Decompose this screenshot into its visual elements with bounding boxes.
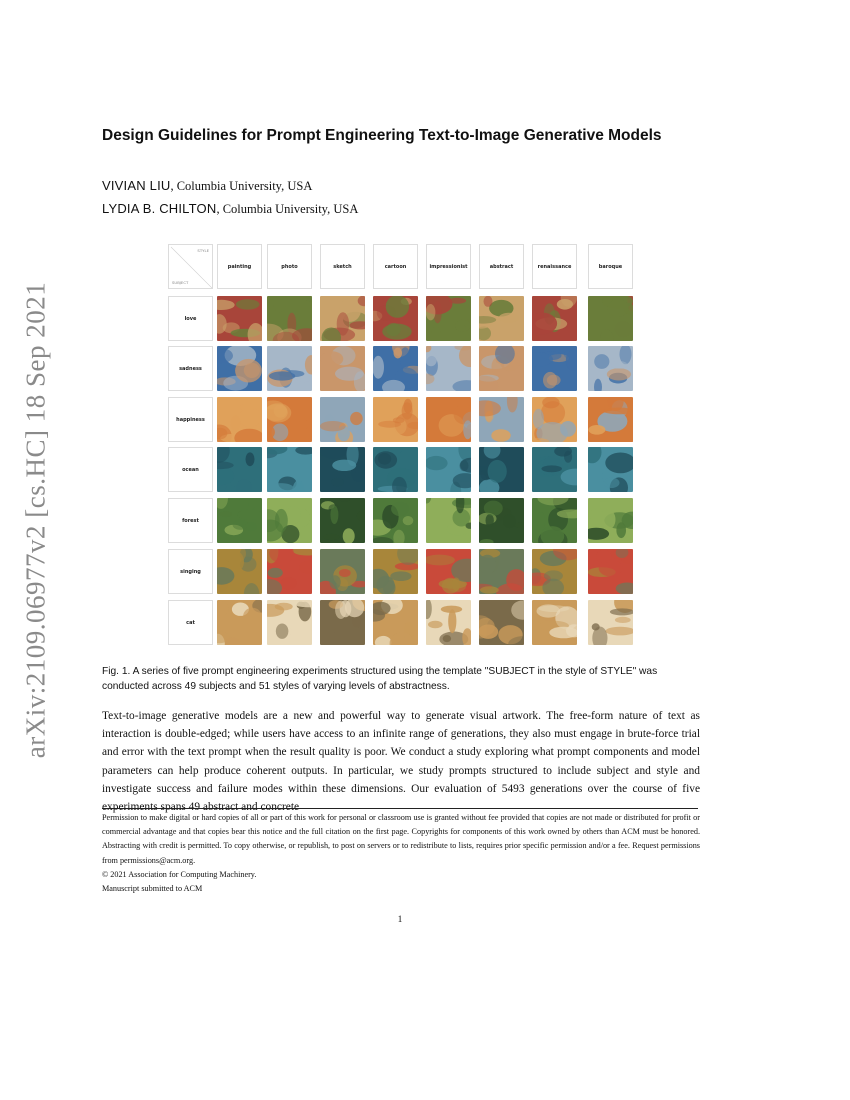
style-header-baroque: baroque	[588, 244, 633, 289]
generated-image-happiness-sketch	[320, 397, 365, 442]
generated-image-cat-abstract	[479, 600, 524, 645]
style-header-photo: photo	[267, 244, 312, 289]
generated-image-ocean-impressionist	[426, 447, 471, 492]
generated-image-ocean-baroque	[588, 447, 633, 492]
generated-image-cat-impressionist	[426, 600, 471, 645]
style-header-cartoon: cartoon	[373, 244, 418, 289]
generated-image-singing-baroque	[588, 549, 633, 594]
author-1	[102, 178, 312, 194]
generated-image-ocean-cartoon	[373, 447, 418, 492]
generated-image-ocean-renaissance	[532, 447, 577, 492]
generated-image-sadness-cartoon	[373, 346, 418, 391]
generated-image-forest-abstract	[479, 498, 524, 543]
generated-image-sadness-painting	[217, 346, 262, 391]
generated-image-ocean-photo	[267, 447, 312, 492]
generated-image-happiness-cartoon	[373, 397, 418, 442]
style-header-renaissance: renaissance	[532, 244, 577, 289]
generated-image-singing-painting	[217, 549, 262, 594]
generated-image-love-renaissance	[532, 296, 577, 341]
generated-image-sadness-baroque	[588, 346, 633, 391]
generated-image-forest-sketch	[320, 498, 365, 543]
generated-image-sadness-photo	[267, 346, 312, 391]
style-header-painting: painting	[217, 244, 262, 289]
generated-image-cat-cartoon	[373, 600, 418, 645]
generated-image-happiness-impressionist	[426, 397, 471, 442]
generated-image-love-cartoon	[373, 296, 418, 341]
subject-header-forest: forest	[168, 498, 213, 543]
generated-image-singing-sketch	[320, 549, 365, 594]
generated-image-cat-photo	[267, 600, 312, 645]
generated-image-love-impressionist	[426, 296, 471, 341]
author-name: VIVIAN LIU	[102, 178, 171, 193]
grid-corner-cell	[168, 244, 213, 289]
generated-image-love-painting	[217, 296, 262, 341]
generated-image-forest-painting	[217, 498, 262, 543]
author-affiliation: , Columbia University, USA	[216, 202, 359, 216]
abstract-text: Text-to-image generative models are a new and powerful way to generate visual artwork. The free-form nature of text as interaction is double-edged; while users have access to an infinite range of generations, they also must engage in brute-force trial and error with the text prompt when the result quality is poor. We conduct a study exploring what prompt components and model parameters can help produce coherent outputs. In particular, we study prompts structured to include subject and style and investigate success and failure modes within these dimensions. Our evaluation of 5493 generations over the course of five experiments spans 49 abstract and concrete	[102, 710, 700, 814]
corner-subject-label: SUBJECT	[172, 280, 189, 285]
generated-image-cat-painting	[217, 600, 262, 645]
generated-image-forest-baroque	[588, 498, 633, 543]
generated-image-singing-renaissance	[532, 549, 577, 594]
generated-image-sadness-sketch	[320, 346, 365, 391]
copyright-notice: © 2021 Association for Computing Machinery.	[102, 870, 257, 879]
figure-caption: Fig. 1. A series of five prompt engineering experiments structured using the template "SUBJECT in the style of STYLE" was conducted across 49 subjects and 51 styles of varying levels of abstractness.	[102, 666, 658, 692]
permission-footnote: Permission to make digital or hard copies of all or part of this work for personal or classroom use is granted without fee provided that copies are not made or distributed for profit or commercial advantage and that copies bear this notice and the full citation on the first page. Copyrights for components of this work owned by others than ACM must be honored. Abstracting with credit is permitted. To copy otherwise, or republish, to post on servers or to redistribute to lists, requires prior specific permission and/or a fee. Request permissions from permissions@acm.org.	[102, 813, 700, 865]
generated-image-sadness-renaissance	[532, 346, 577, 391]
generated-image-happiness-abstract	[479, 397, 524, 442]
subject-header-singing: singing	[168, 549, 213, 594]
generated-image-love-baroque	[588, 296, 633, 341]
figure-image-grid	[168, 244, 638, 646]
style-header-abstract: abstract	[479, 244, 524, 289]
generated-image-forest-impressionist	[426, 498, 471, 543]
author-2	[102, 201, 358, 217]
subject-header-love: love	[168, 296, 213, 341]
generated-image-love-sketch	[320, 296, 365, 341]
generated-image-singing-abstract	[479, 549, 524, 594]
generated-image-sadness-impressionist	[426, 346, 471, 391]
generated-image-love-photo	[267, 296, 312, 341]
generated-image-cat-baroque	[588, 600, 633, 645]
arxiv-identifier: arXiv:2109.06977v2 [cs.HC] 18 Sep 2021	[20, 281, 51, 759]
paper-title: Design Guidelines for Prompt Engineering Text-to-Image Generative Models	[102, 127, 662, 144]
subject-header-cat: cat	[168, 600, 213, 645]
generated-image-forest-cartoon	[373, 498, 418, 543]
corner-style-label: STYLE	[197, 248, 209, 253]
generated-image-ocean-abstract	[479, 447, 524, 492]
subject-header-happiness: happiness	[168, 397, 213, 442]
generated-image-singing-impressionist	[426, 549, 471, 594]
generated-image-singing-cartoon	[373, 549, 418, 594]
style-header-sketch: sketch	[320, 244, 365, 289]
generated-image-happiness-photo	[267, 397, 312, 442]
subject-header-sadness: sadness	[168, 346, 213, 391]
generated-image-singing-photo	[267, 549, 312, 594]
generated-image-forest-renaissance	[532, 498, 577, 543]
generated-image-happiness-renaissance	[532, 397, 577, 442]
generated-image-ocean-sketch	[320, 447, 365, 492]
generated-image-forest-photo	[267, 498, 312, 543]
page-number: 1	[397, 915, 403, 925]
generated-image-happiness-painting	[217, 397, 262, 442]
generated-image-cat-renaissance	[532, 600, 577, 645]
generated-image-love-abstract	[479, 296, 524, 341]
subject-header-ocean: ocean	[168, 447, 213, 492]
generated-image-cat-sketch	[320, 600, 365, 645]
author-affiliation: , Columbia University, USA	[170, 179, 313, 193]
footnote-divider	[102, 808, 698, 809]
generated-image-happiness-baroque	[588, 397, 633, 442]
generated-image-sadness-abstract	[479, 346, 524, 391]
style-header-impressionist: impressionist	[426, 244, 471, 289]
author-name: LYDIA B. CHILTON	[102, 201, 217, 216]
generated-image-ocean-painting	[217, 447, 262, 492]
manuscript-note: Manuscript submitted to ACM	[102, 884, 203, 893]
